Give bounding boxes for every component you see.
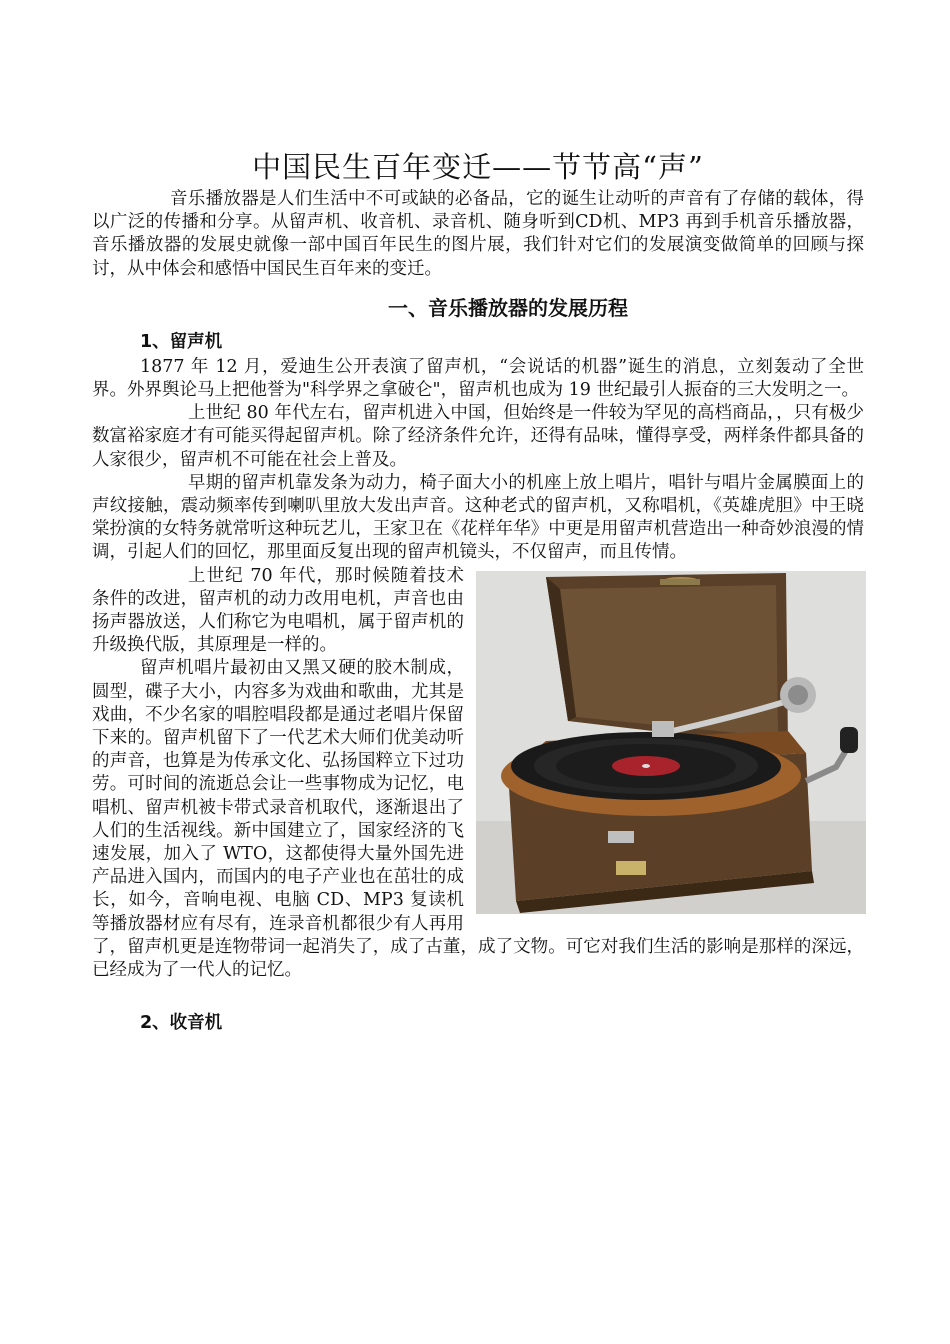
document-page xyxy=(92,148,864,1037)
paragraph-arrival-china: 上世纪 80 年代左右，留声机进入中国，但始终是一件较为罕见的高档商品，，只有极少数富裕家庭才有可能买得起留声机。除了经济条件允许，还得有品味，懂得享受，两样条件都具备的人家很少，留声机不可能在社会上普及。 xyxy=(92,403,864,470)
paragraph-electric-player: 上世纪 70 年代，那时候随着技术条件的改进，留声机的动力改用电机，声音也由扬声器放送，人们称它为电唱机，属于留声机的升级换代版，其原理是一样的。 xyxy=(92,565,464,656)
paragraph-edison: 1877 年 12 月，爱迪生公开表演了留声机，“会说话的机器”诞生的消息，立刻轰动了全世界。外界舆论马上把他誉为"科学界之拿破仑"，留声机也成为 19 世纪最引人振奋的三大发明之一。 xyxy=(92,356,864,401)
phonograph-photo xyxy=(476,571,866,914)
intro-paragraph: 音乐播放器是人们生活中不可或缺的必备品，它的诞生让动听的声音有了存储的载体，得以广泛的传播和分享。从留声机、收音机、录音机、随身听到CD机、MP3 再到手机音乐播放器，音乐播放器的发展史就像一部中国百年民生的图片展，我们针对它们的发展演变做简单的回顾与探讨，从中体会和感悟中国民生百年来的变迁。 xyxy=(92,189,864,279)
subsection-heading-phonograph: 1、留声机 xyxy=(140,331,223,352)
document-title: 中国民生百年变迁——节节高“声” xyxy=(252,150,704,184)
paragraph-early-phonograph: 早期的留声机靠发条为动力，椅子面大小的机座上放上唱片，唱针与唱片金属膜面上的声纹接触，震动频率传到喇叭里放大发出声音。这种老式的留声机，又称唱机，《英雄虎胆》中王晓棠扮演的女特务就常听这种玩艺儿，王家卫在《花样年华》中更是用留声机营造出一种奇妙浪漫的情调，引起人们的回忆，那里面反复出现的留声机镜头，不仅留声，而且传情。 xyxy=(92,472,864,563)
subsection-heading-radio: 2、收音机 xyxy=(140,1013,223,1034)
paragraph-records-history: 留声机唱片最初由又黑又硬的胶木制成，圆型，碟子大小，内容多为戏曲和歌曲，尤其是戏曲，不少名家的唱腔唱段都是通过老唱片保留下来的。留声机留下了一代艺术大师们优美动听的声音，也算是为传承文化、弘扬国粹立下过功劳。可时间的流逝总会让一些事物成为记忆，电唱机、留声机被卡带式录音机取代，逐渐退出了人们的生活视线。新中国建立了，国家经济的飞速发展，加入了 WTO，这都使得大量外国先进产品进入国内，而国内的电子产业也在茁壮的成长，如今，音响电视、电脑 CD、MP3 复读机等播放器材应有尽有，连录音机都很少有人再用了，留声机更是连物带词一起消失了，成了古董，成了文物。可它对我们生活的影响是那样的深远，已经成为了一代人的记忆。 xyxy=(92,658,864,981)
section-heading: 一、音乐播放器的发展历程 xyxy=(388,295,628,320)
